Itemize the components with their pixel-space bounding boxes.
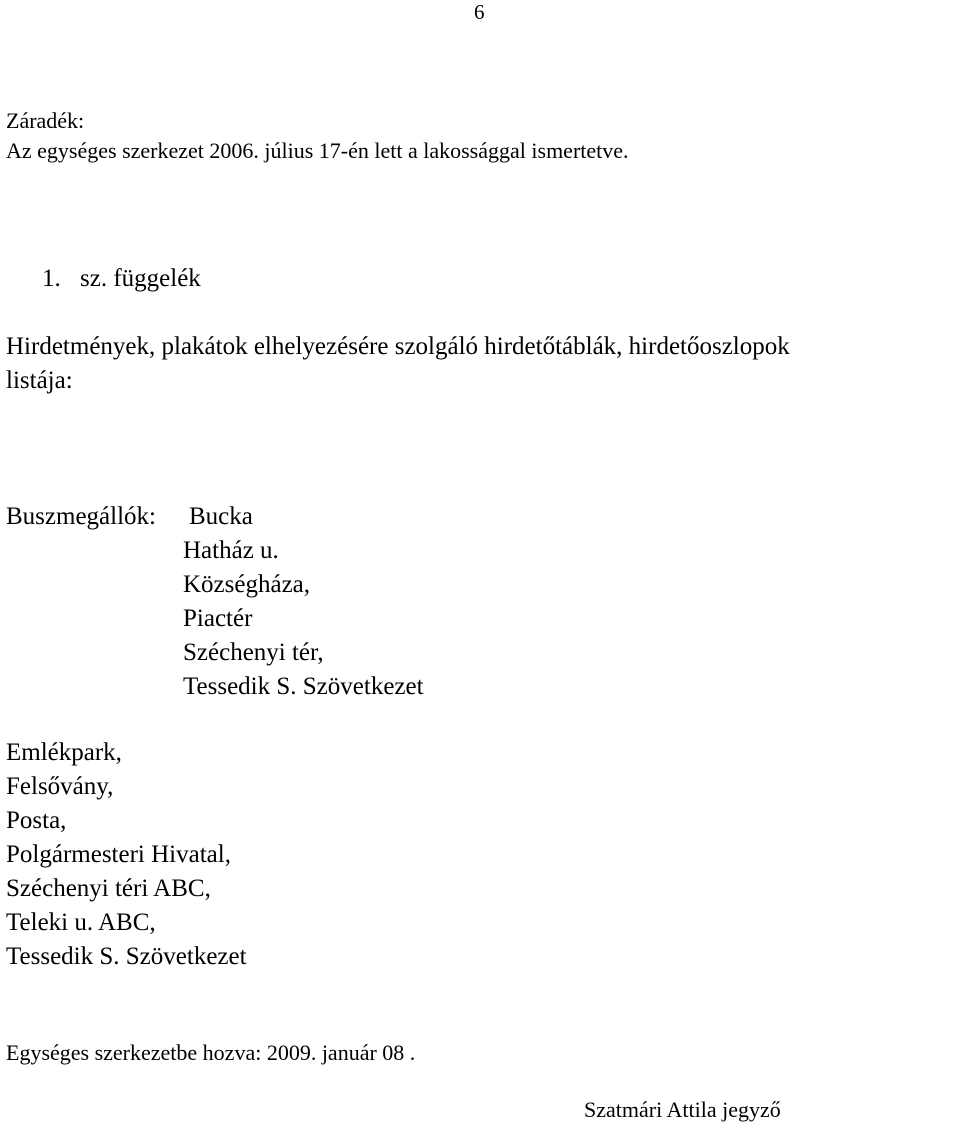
- location-item: Teleki u. ABC,: [6, 909, 156, 936]
- bus-stop-item: Községháza,: [183, 571, 311, 598]
- location-item: Felsővány,: [6, 773, 114, 800]
- bus-stop-item: Tessedik S. Szövetkezet: [183, 673, 424, 700]
- clause-text: Az egységes szerkezet 2006. július 17-én lett a lakossággal ismertetve.: [6, 138, 629, 163]
- bus-stop-item: Piactér: [183, 605, 253, 632]
- bus-stop-item: Széchenyi tér,: [183, 639, 324, 666]
- intro-line-2: listája:: [6, 367, 73, 394]
- appendix-number: 1.: [42, 265, 61, 292]
- consolidation-note: Egységes szerkezetbe hozva: 2009. január 08 .: [6, 1040, 416, 1065]
- location-item: Széchenyi téri ABC,: [6, 875, 211, 902]
- bus-stop-item: Bucka: [189, 503, 253, 530]
- location-item: Tessedik S. Szövetkezet: [6, 943, 247, 970]
- page-number: 6: [474, 0, 485, 24]
- bus-stop-item: Hatház u.: [183, 537, 279, 564]
- location-item: Polgármesteri Hivatal,: [6, 841, 231, 868]
- bus-stops-label: Buszmegállók:: [6, 503, 156, 530]
- location-item: Posta,: [6, 807, 67, 834]
- location-item: Emlékpark,: [6, 739, 122, 766]
- clause-heading: Záradék:: [6, 108, 85, 133]
- signature: Szatmári Attila jegyző: [584, 1097, 781, 1122]
- appendix-title: sz. függelék: [80, 265, 201, 292]
- intro-line-1: Hirdetmények, plakátok elhelyezésére szolgáló hirdetőtáblák, hirdetőoszlopok: [6, 333, 790, 360]
